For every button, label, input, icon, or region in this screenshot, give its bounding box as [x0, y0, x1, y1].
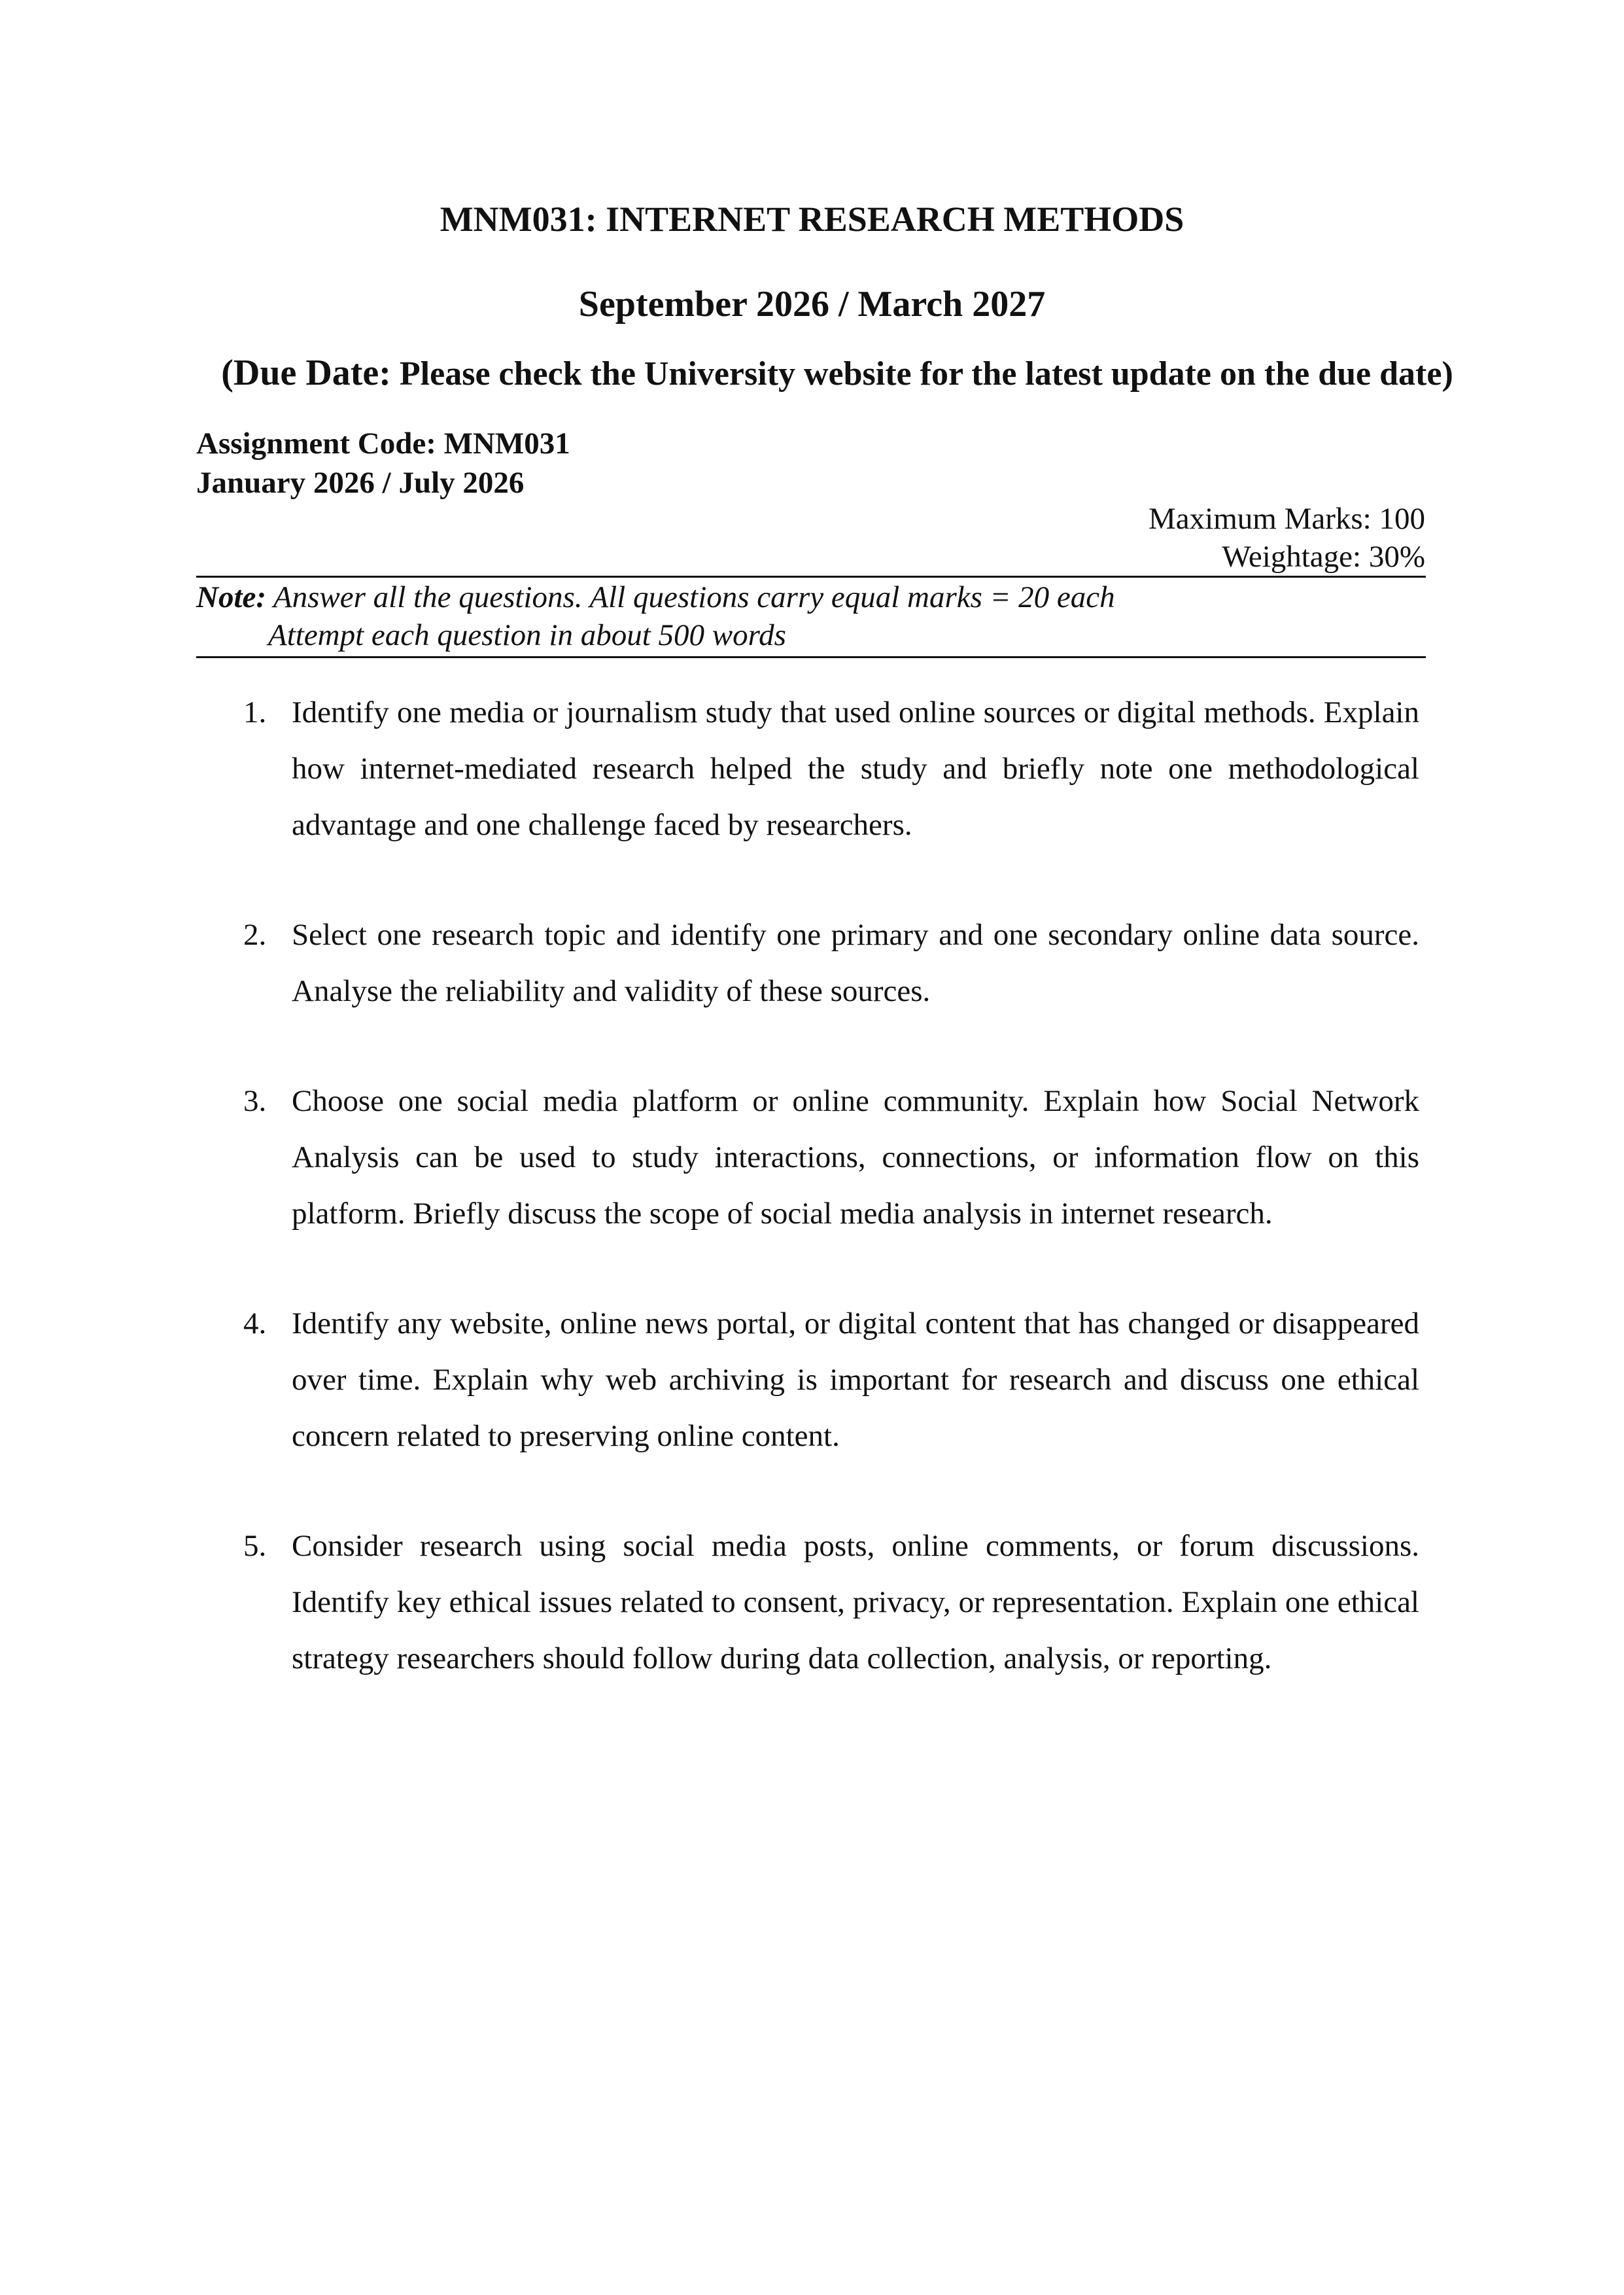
question-number: 5. — [243, 1529, 267, 1563]
question-item — [196, 1073, 1419, 1242]
question-text: Identify one media or journalism study that used online sources or digital methods. Explain how internet-mediated research helped the study and briefly note one methodological advantage and one challenge faced by researchers. — [292, 695, 1419, 842]
weightage: Weightage: 30% — [1222, 540, 1425, 574]
due-date-line — [190, 347, 1485, 400]
divider-bottom — [196, 656, 1426, 658]
question-number: 4. — [243, 1306, 267, 1340]
maximum-marks: Maximum Marks: 100 — [1149, 502, 1425, 536]
question-number: 1. — [243, 695, 267, 729]
question-item — [196, 1295, 1419, 1464]
question-item — [196, 1518, 1419, 1687]
note-block — [196, 578, 1115, 654]
note-line-1: Answer all the questions. All questions carry equal marks = 20 each — [273, 580, 1115, 614]
question-text: Consider research using social media posts, online comments, or forum discussions. Identify key ethical issues related to consent, privacy, or representation. Explain one ethical strategy researchers should follow during data collection, analysis, or reporting. — [292, 1529, 1419, 1675]
due-date-text: Please check the University website for the latest update on the due date) — [399, 355, 1453, 393]
divider-top — [196, 576, 1426, 578]
due-date-label: (Due Date: — [221, 353, 391, 393]
question-text: Select one research topic and identify one primary and one secondary online data source. Analyse the reliability and validity of these sources. — [292, 918, 1419, 1008]
question-item — [196, 684, 1419, 853]
question-list — [196, 684, 1419, 1740]
question-item — [196, 907, 1419, 1019]
marks-info — [1149, 500, 1425, 576]
note-label: Note: — [196, 580, 267, 614]
session-title: September 2026 / March 2027 — [578, 284, 1046, 324]
assignment-code: Assignment Code: MNM031 — [196, 427, 570, 461]
assignment-info — [196, 424, 570, 502]
assignment-period: January 2026 / July 2026 — [196, 466, 525, 500]
question-text: Choose one social media platform or online community. Explain how Social Network Analysis can be used to study interactions, connections, or information flow on this platform. Briefly discuss the scope of social media analysis in internet research. — [292, 1084, 1419, 1231]
question-number: 2. — [243, 918, 267, 952]
question-number: 3. — [243, 1084, 267, 1118]
course-title: MNM031: INTERNET RESEARCH METHODS — [440, 200, 1184, 239]
question-text: Identify any website, online news portal, or digital content that has changed or disappeared over time. Explain why web archiving is important for research and discuss one ethical concern related to preserving online content. — [292, 1306, 1419, 1453]
note-line-2: Attempt each question in about 500 words — [268, 618, 786, 652]
